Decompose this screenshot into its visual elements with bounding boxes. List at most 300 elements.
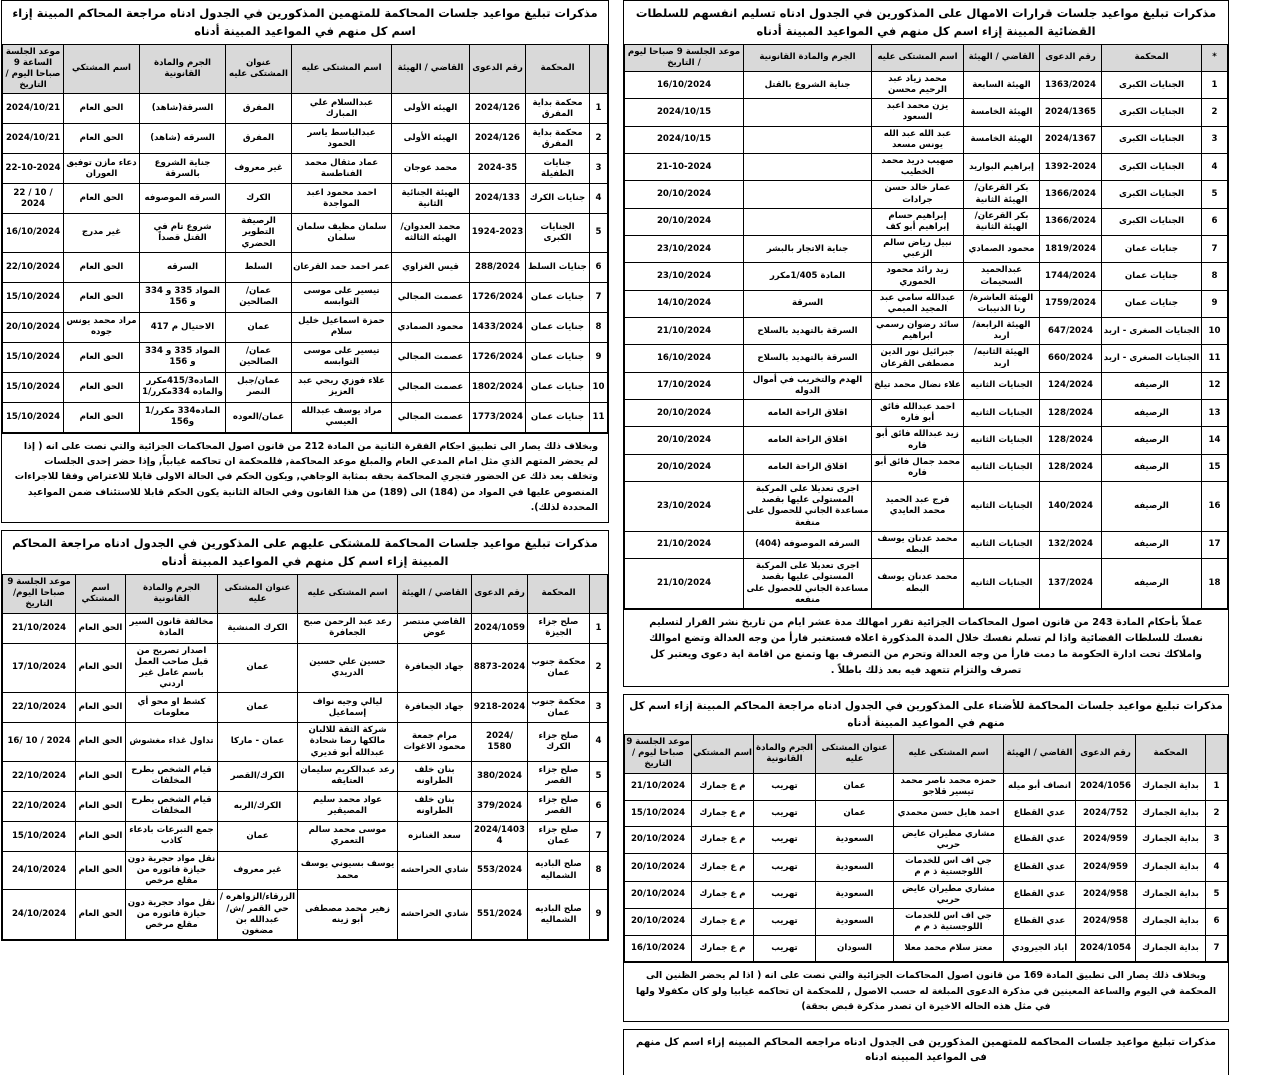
table-cell: 14 (1202, 427, 1228, 454)
table-cell: الحق العام (76, 693, 126, 723)
table-cell: 551/2024 (472, 890, 528, 940)
table-row (625, 800, 1228, 826)
column-header: * (1202, 44, 1228, 71)
table-cell: 15 (1202, 454, 1228, 481)
table-cell: 647/2024 (1040, 318, 1102, 345)
table-row (625, 71, 1228, 98)
table-cell (744, 208, 872, 235)
table-cell: 1366/2024 (1040, 181, 1102, 208)
table-cell: بداية الجمارك (1136, 881, 1206, 908)
table-cell: 23/10/2024 (625, 236, 744, 263)
table-cell: عمان/الصالحين (226, 342, 292, 372)
table-cell: اجرى تعديلا على المركبة المستولى عليها بقصد مساعدة الجاني للحصول على منفعة (744, 482, 872, 532)
table-cell: 16/10/2024 (625, 71, 744, 98)
right-column (1, 0, 609, 948)
table-cell: دعاء مازن توفيق العوران (64, 154, 140, 184)
table-row (3, 890, 608, 940)
column-header: المحكمة (526, 44, 590, 94)
table-row (625, 773, 1228, 800)
table-cell: احمد محمود اعبد المواجدة (292, 184, 392, 214)
table-cell: الجنايات الثانيه (964, 372, 1040, 399)
table-cell: الهيئة الثانيه/ اربد (964, 345, 1040, 372)
table-cell: م ع جمارك (692, 854, 754, 881)
table-cell: الجنايات الثانيه (964, 454, 1040, 481)
table-cell: 8873-2024 (472, 643, 528, 693)
table-cell: م ع جمارك (692, 936, 754, 962)
table-cell: 2024/1059 (472, 613, 528, 643)
table-cell: 8 (1202, 263, 1228, 290)
table-cell: السودان (816, 936, 894, 962)
table-cell: مرام جمعة محمود الاغوات (398, 723, 472, 762)
table-cell: 24/10/2024 (3, 851, 76, 890)
table-cell: بكر القرعان/الهيئة الثانية (964, 208, 1040, 235)
table-cell: 124/2024 (1040, 372, 1102, 399)
table-cell: 2024/1367 (1040, 126, 1102, 153)
table-cell: الحق العام (64, 282, 140, 312)
table-cell: عمان (218, 821, 298, 851)
table-cell: 2 (1206, 800, 1228, 826)
table-cell: 17/10/2024 (3, 643, 76, 693)
table-cell: 20/10/2024 (625, 427, 744, 454)
table-cell: السرقه الموصوفه (404) (744, 531, 872, 558)
table-cell: عمار خالد حسن جرادات (872, 181, 964, 208)
table-cell: عمان - ماركا (218, 723, 298, 762)
table-cell: كشط او محو أي معلومات (126, 693, 218, 723)
table-cell: الحق العام (76, 643, 126, 693)
table-row (3, 214, 608, 253)
table-cell: فرج عبد الحميد محمد العايدي (872, 482, 964, 532)
column-header (590, 575, 608, 614)
table-cell: 20/10/2024 (625, 826, 692, 853)
table-cell: 553/2024 (472, 851, 528, 890)
table-cell: الحق العام (64, 402, 140, 432)
table-cell: 2 (590, 643, 608, 693)
column-header (1206, 735, 1228, 774)
column-header: عنوان المشتكى عليه (226, 44, 292, 94)
table-row (3, 821, 608, 851)
table-cell: جنايات عمان (526, 342, 590, 372)
table-cell: 16/10/2024 (625, 936, 692, 962)
table-cell: انصاف أبو ميله (1004, 773, 1076, 800)
table-cell: محكمة بداية المفرق (526, 124, 590, 154)
table-cell: السرقة(شاهد) (140, 94, 226, 124)
table-cell: جنايات السلط (526, 252, 590, 282)
table-cell: 7 (590, 821, 608, 851)
table-cell: الماده334 مكرر/1 و156 (140, 402, 226, 432)
table-cell: عصمت المجالي (392, 372, 470, 402)
table-row (625, 454, 1228, 481)
table-cell: السعودية (816, 854, 894, 881)
table-cell: 16/10/2024 (625, 345, 744, 372)
table-cell: قيس الغزاوي (392, 252, 470, 282)
table-cell: جي اف اس للخدمات اللوجستية ذ م م (894, 908, 1004, 935)
table-cell: عصمت المجالي (392, 402, 470, 432)
table-cell: 20/10/2024 (625, 400, 744, 427)
table-cell: محمد العدوان/الهيئه الثالثه (392, 214, 470, 253)
table-cell: الحق العام (76, 791, 126, 821)
table-cell: شادي الحراحشه (398, 890, 472, 940)
table-cell: المادة 1/405مكرر (744, 263, 872, 290)
table-cell: 1433/2024 (470, 312, 526, 342)
table-cell: جهاد الجعافرة (398, 643, 472, 693)
table-cell: 16/10/2024 (3, 214, 64, 253)
table-row (625, 400, 1228, 427)
table-cell: 3 (590, 693, 608, 723)
table-cell: عمر احمد حمد القرعان (292, 252, 392, 282)
table-cell: جناية الشروع بالقتل (744, 71, 872, 98)
table-cell: 1 (590, 94, 608, 124)
table-cell: تيسير على موسى التوابسه (292, 282, 392, 312)
table-row (625, 531, 1228, 558)
table-cell: 20/10/2024 (625, 208, 744, 235)
table-cell: صلح جزاء القصر (528, 761, 590, 791)
table-row (625, 99, 1228, 126)
table-row (625, 126, 1228, 153)
table-cell: عمان/الصالحين (226, 282, 292, 312)
table-cell: إبراهيم حسام إبراهيم أبو كف (872, 208, 964, 235)
table-cell: سائد رضوان رسمي ابراهيم (872, 318, 964, 345)
table-cell: السرقه (140, 252, 226, 282)
table-cell: 6 (1206, 908, 1228, 935)
table-cell: 22/10/2024 (3, 252, 64, 282)
table-cell: الكرك/القصر (218, 761, 298, 791)
table-cell: 128/2024 (1040, 400, 1102, 427)
table-cell: 137/2024 (1040, 559, 1102, 609)
table-cell: 1819/2024 (1040, 236, 1102, 263)
table-cell: 4 (590, 723, 608, 762)
complainants-trials-section (1, 530, 609, 941)
table-cell: إبراهيم البواريد (964, 154, 1040, 181)
table-cell: الهيئة الخامسة (964, 99, 1040, 126)
table-cell: الهيئة السابعة (964, 71, 1040, 98)
table-cell: سعد الغنانزه (398, 821, 472, 851)
table-cell: السعودية (816, 881, 894, 908)
table-cell: 1392-2024 (1040, 154, 1102, 181)
table-cell: 1773/2024 (470, 402, 526, 432)
table-cell: الرصيفة التطوير الحضري (226, 214, 292, 253)
table-cell: شادي الحراحشه (398, 851, 472, 890)
table-cell: صلح جزاء عمان (528, 821, 590, 851)
column-header: الجرم والمادة القانونية (754, 735, 816, 774)
table-cell: عمان (218, 643, 298, 693)
table-cell: 6 (590, 252, 608, 282)
table-cell: 10 (590, 372, 608, 402)
table-cell: محكمة جنوب عمان (528, 693, 590, 723)
table-row (625, 181, 1228, 208)
table-cell: محمد عوجان (392, 154, 470, 184)
table-cell (744, 181, 872, 208)
table-cell: 7 (590, 282, 608, 312)
table-cell: جنايات الطفيلة (526, 154, 590, 184)
table-cell: جمع التبرعات بادعاء كاذب (126, 821, 218, 851)
table-cell (744, 99, 872, 126)
table-cell: عبدالسلام علي المبارك (292, 94, 392, 124)
table-cell: 8 (590, 312, 608, 342)
table-cell: بداية الجمارك (1136, 826, 1206, 853)
table-cell: 2024/10/21 (3, 124, 64, 154)
column-header: اسم المشتكى عليه (298, 575, 398, 614)
table-cell: 2 (590, 124, 608, 154)
table-cell: 5 (590, 761, 608, 791)
table-cell: الهيئة الرابعة/ اربد (964, 318, 1040, 345)
table-cell: الزرقاء/الزواهره /حي القمر /ش/عبدالله بن مضغون (218, 890, 298, 940)
customs-trials-section (623, 694, 1229, 1022)
table-cell: 1759/2024 (1040, 290, 1102, 317)
table-cell: 3 (1206, 826, 1228, 853)
table-cell: الحق العام (64, 372, 140, 402)
complainants-trials-table (2, 574, 608, 940)
table-cell (744, 154, 872, 181)
column-header: المحكمة (1102, 44, 1202, 71)
table-cell: 13 (1202, 400, 1228, 427)
table-cell: الهيئه الأولى (392, 94, 470, 124)
table-cell: الكرك/الربه (218, 791, 298, 821)
table-cell: 8 (590, 851, 608, 890)
table-cell: السرقه (شاهد) (140, 124, 226, 154)
table-cell: 20/10/2024 (625, 881, 692, 908)
column-header: اسم المشتكى عليه (872, 44, 964, 71)
table-cell: 2024/10/15 (625, 126, 744, 153)
table-cell: بكر القرعان/الهيئة الثانية (964, 181, 1040, 208)
table-row (625, 881, 1228, 908)
table-cell: 22/10/2024 (3, 761, 76, 791)
table-cell: المفرق (226, 94, 292, 124)
defendants-trials-footnote: وبخلاف ذلك يصار الى تطبيق احكام الفقرة الثانية من المادة 212 من قانون اصول المحاكمات الجزائية والتي نصت على انه ( إذا لم يحضر المتهم الذي مثل امام المدعي العام والمبلغ موعد المحاكمة, فللمحكمة ان تحاكمه غيابياً, وإذا حضر إحدى الجلسات وتخلف بعد ذلك عن الحضور فتجري المحاكمة بحقه بمثابة الوجاهي, ويكون الحكم في الحالة الاولى قابلا للاعتراض وفقا للاجراءات المنصوص عليها في المواد من (184) الى (189) من هذا القانون وفي الحالة الثانية يكون الحكم قابلا للاستئناف ضمن المواعيد المحددة لذلك). (2, 433, 608, 523)
table-cell: جنايات عمان (1102, 236, 1202, 263)
table-cell: 22/10/2024 (3, 791, 76, 821)
respite-decisions-footnote: عملاً بأحكام المادة 243 من قانون اصول المحاكمات الجزائية تقرر امهالك مدة عشر ايام من تاريخ نشر القرار لتسليم نفسك للسلطات القضائية واذا لم تسلم نفسك خلال المدة المذكورة اعلاه فستعتبر فارأ من وجه العدالة وتضع اموالك واملاكك تحت ادارة الحكومة ما دمت فارأ من وجه العدالة وتحرم من التصرف بها وتمنع من اقامة اية دعوى ويعتبر كل تصرف والتزام تتعهد فيه بعد ذلك باطلاً . (624, 609, 1228, 687)
table-row (625, 908, 1228, 935)
column-header: موعد الجلسة 9 صباحا ليوم / التاريخ (625, 44, 744, 71)
table-cell: 9 (1202, 290, 1228, 317)
table-cell: حمزه محمد ناصر محمد تيسير قلاجو (894, 773, 1004, 800)
table-cell: 15/10/2024 (625, 800, 692, 826)
column-header: الجرم والمادة القانونية (744, 44, 872, 71)
table-cell: صهيب دريد محمد الخطيب (872, 154, 964, 181)
table-cell: عصمت المجالي (392, 342, 470, 372)
table-cell: 2024/752 (1076, 800, 1136, 826)
next-section-heading: مذكرات تبليغ مواعيد جلسات المحاكمه للمتهمين المذكورين فى الجدول ادناه مراجعه المحاكم المبينه إزاء اسم كل منهم فى المواعيد المبينه ادناه (623, 1029, 1229, 1075)
table-cell: 2024/958 (1076, 881, 1136, 908)
table-cell: 379/2024 (472, 791, 528, 821)
table-row (625, 559, 1228, 609)
table-row (625, 154, 1228, 181)
table-cell: اقلاق الراحة العامه (744, 427, 872, 454)
table-cell: مشاري مطيران عايض حربي (894, 881, 1004, 908)
table-cell: السعودية (816, 908, 894, 935)
table-cell: 2024/14034 (472, 821, 528, 851)
column-header: المحكمة (1136, 735, 1206, 774)
table-cell: زهير محمد مصطفى أبو زينه (298, 890, 398, 940)
table-cell: عمان (816, 800, 894, 826)
table-cell: تهريب (754, 908, 816, 935)
table-cell: محكمة جنوب عمان (528, 643, 590, 693)
table-cell: الحق العام (76, 723, 126, 762)
table-cell: تهريب (754, 826, 816, 853)
table-cell: جنايات عمان (526, 312, 590, 342)
table-cell: قيام الشخص بطرح المخلفات (126, 791, 218, 821)
table-row (3, 761, 608, 791)
table-cell: 11 (590, 402, 608, 432)
table-cell: جهاد الجعافرة (398, 693, 472, 723)
table-cell: مشاري مطيران عايض حربي (894, 826, 1004, 853)
table-cell: 23/10/2024 (625, 263, 744, 290)
table-cell: 16/ 10 / 2024 (3, 723, 76, 762)
table-cell: 660/2024 (1040, 345, 1102, 372)
table-cell: الجنايات الكبرى (1102, 126, 1202, 153)
table-cell: 21/10/2024 (625, 773, 692, 800)
table-cell: 2024/958 (1076, 908, 1136, 935)
table-cell: عمان/جبل النصر (226, 372, 292, 402)
table-cell: الكرك المنشية (218, 613, 298, 643)
table-cell: 21/10/2024 (625, 318, 744, 345)
table-cell: 1802/2024 (470, 372, 526, 402)
table-cell: الجنايات الكبرى (1102, 154, 1202, 181)
table-cell: غير معروف (226, 154, 292, 184)
column-header: موعد الجلسة 9 صباحا اليوم/التاريخ (3, 575, 76, 614)
table-row (3, 613, 608, 643)
table-cell: بداية الجمارك (1136, 800, 1206, 826)
table-cell: ليالي وجيه نواف إسماعيل (298, 693, 398, 723)
table-cell: 10 (1202, 318, 1228, 345)
table-cell: 15/10/2024 (3, 372, 64, 402)
table-cell: 20/10/2024 (625, 454, 744, 481)
table-cell: علاء فوزي ربحي عبد العزيز (292, 372, 392, 402)
table-cell: المواد 335 و 334 و 156 (140, 342, 226, 372)
table-cell: الجنايات الثانيه (964, 482, 1040, 532)
table-cell: بداية الجمارك (1136, 908, 1206, 935)
table-cell: عمان (816, 773, 894, 800)
table-cell: 17 (1202, 531, 1228, 558)
table-row (625, 290, 1228, 317)
complainants-trials-title: مذكرات تبليغ مواعيد جلسات المحاكمة للمشتكى عليهم على المذكورين في الجدول ادناه مراجعة المحاكم المبينة إزاء اسم كل منهم في المواعيد المبينة أدناه (12, 536, 598, 569)
table-cell: الجنايات الكبرى (1102, 99, 1202, 126)
table-cell: الجنايات الثانيه (964, 400, 1040, 427)
table-cell: الجنايات الثانيه (964, 427, 1040, 454)
customs-trials-table (624, 734, 1228, 962)
column-header: رقم الدعوى (1076, 735, 1136, 774)
table-cell: 9 (590, 342, 608, 372)
table-cell: محمد زياد عبد الرحيم محسن (872, 71, 964, 98)
table-cell: 20/10/2024 (625, 181, 744, 208)
table-cell: تيسير على موسى التوابسه (292, 342, 392, 372)
table-row (625, 263, 1228, 290)
table-row (625, 826, 1228, 853)
table-cell: 1744/2024 (1040, 263, 1102, 290)
table-cell: 5 (1206, 881, 1228, 908)
table-cell: حمزة اسماعيل خليل سلام (292, 312, 392, 342)
table-row (625, 372, 1228, 399)
table-cell: تهريب (754, 936, 816, 962)
table-cell: رعد عبد الرحمن صبح الجعافرة (298, 613, 398, 643)
table-cell: 132/2024 (1040, 531, 1102, 558)
table-cell: 1726/2024 (470, 282, 526, 312)
column-header: المحكمة (528, 575, 590, 614)
table-cell: 18 (1202, 559, 1228, 609)
table-row (3, 312, 608, 342)
table-cell: احمد عبدالله فائق أبو فاره (872, 400, 964, 427)
table-cell: جنايات عمان (1102, 263, 1202, 290)
column-header: رقم الدعوى (472, 575, 528, 614)
table-cell: حسين علي حسين الدريدي (298, 643, 398, 693)
table-cell: تهريب (754, 773, 816, 800)
left-column (623, 0, 1229, 1075)
table-cell: 21/10/2024 (625, 559, 744, 609)
table-cell: الحق العام (76, 821, 126, 851)
table-cell: 22 / 10 / 2024 (3, 184, 64, 214)
table-cell: الجنايات الكبرى (1102, 208, 1202, 235)
table-cell: 6 (1202, 208, 1228, 235)
table-cell: عدي القطاع (1004, 881, 1076, 908)
column-header: اسم المشتكي (64, 44, 140, 94)
table-cell: 2024/1365 (1040, 99, 1102, 126)
table-cell: السرقة بالتهديد بالسلاح (744, 318, 872, 345)
respite-decisions-title: مذكرات تبليغ مواعيد جلسات قرارات الامهال على المذكورين في الجدول ادناه تسليم انفسهم للسلطات القضائية المبينة إزاء اسم كل منهم في المواعيد المبينة أدناه (635, 6, 1217, 38)
table-cell: 15/10/2024 (3, 282, 64, 312)
table-row (3, 154, 608, 184)
table-cell: محمود الصمادي (392, 312, 470, 342)
defendants-trials-table (2, 44, 608, 433)
table-cell: معتز سلام محمد معلا (894, 936, 1004, 962)
table-cell: 2024/126 (470, 124, 526, 154)
table-cell: 128/2024 (1040, 427, 1102, 454)
table-cell: 4 (1202, 154, 1228, 181)
table-cell: السرقه الموصوفه (140, 184, 226, 214)
table-cell: 2024/126 (470, 94, 526, 124)
table-cell: 22/10/2024 (3, 693, 76, 723)
table-cell: تداول غذاء مغشوش (126, 723, 218, 762)
table-cell: 21-10-2024 (625, 154, 744, 181)
table-cell: نقل مواد حجرية دون حيازة فاتوره من مقلع مرخص (126, 851, 218, 890)
table-cell: بداية الجمارك (1136, 936, 1206, 962)
table-row (625, 854, 1228, 881)
table-cell: 2024/10/21 (3, 94, 64, 124)
header-row (3, 575, 608, 614)
table-cell: نبيل رياض سالم الزعبي (872, 236, 964, 263)
table-row (3, 402, 608, 432)
table-row (625, 936, 1228, 962)
table-cell: الحق العام (64, 342, 140, 372)
table-cell: الحق العام (76, 761, 126, 791)
table-cell: الحق العام (64, 124, 140, 154)
table-cell: اصدار تصريح من قبل صاحب العمل باسم عامل غير اردني (126, 643, 218, 693)
table-cell: القاضي منتصر عوض (398, 613, 472, 643)
table-cell: اجرى تعديلا على المركبة المستولى عليها بقصد مساعدة الجاني للحصول على منفعه (744, 559, 872, 609)
table-row (3, 693, 608, 723)
table-cell: صلح جزاء الجيزة (528, 613, 590, 643)
table-row (3, 791, 608, 821)
table-cell: م ع جمارك (692, 800, 754, 826)
table-cell: الكرك (226, 184, 292, 214)
column-header: الجرم والمادة القانونية (126, 575, 218, 614)
table-row (3, 851, 608, 890)
table-cell: 1726/2024 (470, 342, 526, 372)
table-cell: الجنايات الصغرى - اربد (1102, 345, 1202, 372)
table-cell: 1 (590, 613, 608, 643)
table-cell: 15/10/2024 (3, 821, 76, 851)
table-cell: 15/10/2024 (3, 342, 64, 372)
table-cell: 9218-2024 (472, 693, 528, 723)
table-cell: الحق العام (76, 613, 126, 643)
table-cell: الجنايات الثانيه (964, 531, 1040, 558)
table-cell: 12 (1202, 372, 1228, 399)
table-cell: 2024/1054 (1076, 936, 1136, 962)
table-cell: 17/10/2024 (625, 372, 744, 399)
table-cell: 288/2024 (470, 252, 526, 282)
table-row (3, 372, 608, 402)
table-cell: احمد هايل حسن محمدي (894, 800, 1004, 826)
table-cell: محمد عدنان يوسف البطه (872, 531, 964, 558)
